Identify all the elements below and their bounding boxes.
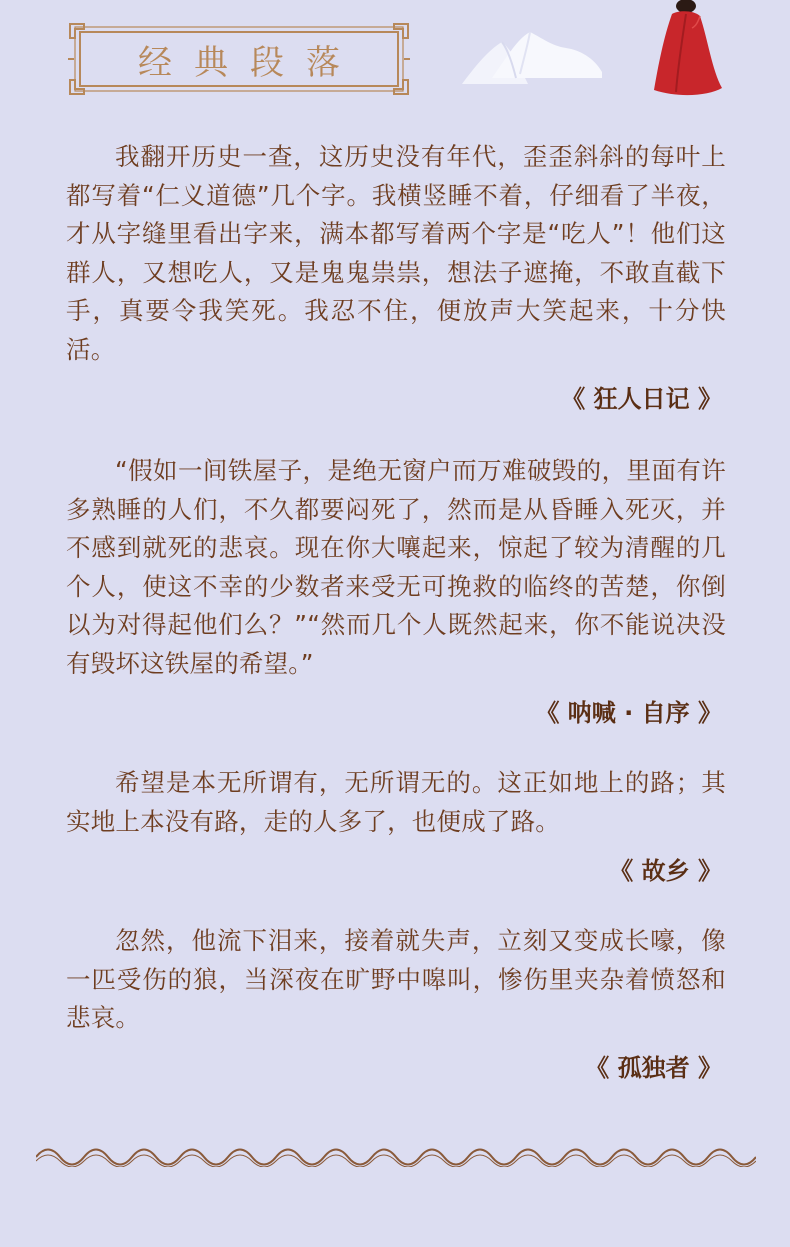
passage-source: 《 呐喊 · 自序 》 [535,699,722,727]
page-title: 经典段落 [138,42,362,83]
passage-source: 《 狂人日记 》 [561,385,722,413]
mountain-illustration [462,28,602,86]
wave-divider-ornament [36,1145,756,1167]
passage-text: 我翻开历史一查，这历史没有年代，歪歪斜斜的每叶上都写着“仁义道德”几个字。我横竖睡不着，仔细看了半夜，才从字缝里看出字来，满本都写着两个字是“吃人”！他们这群人，又想吃人，又是鬼鬼祟祟，想法子遮掩，不敢直截下手，真要令我笑死。我忍不住，便放声大笑起来，十分快活。 [66,142,726,364]
passage-3 [66,764,726,886]
passage-1 [66,138,726,414]
passage-4 [66,922,726,1083]
header [0,0,790,110]
passage-source: 《 孤独者 》 [585,1053,722,1082]
red-robed-figure-illustration [648,0,724,100]
passage-source: 《 故乡 》 [609,857,722,885]
passage-2 [66,452,726,728]
passage-text: 忽然，他流下泪来，接着就失声，立刻又变成长嚎，像一匹受伤的狼，当深夜在旷野中嗥叫，惨伤里夹杂着愤怒和悲哀。 [66,926,726,1032]
passage-text: 希望是本无所谓有，无所谓无的。这正如地上的路；其实地上本没有路，走的人多了，也便成了路。 [66,768,726,836]
passage-text: “假如一间铁屋子，是绝无窗户而万难破毁的，里面有许多熟睡的人们，不久都要闷死了，然而是从昏睡入死灭，并不感到就死的悲哀。现在你大嚷起来，惊起了较为清醒的几个人，使这不幸的少数者来受无可挽救的临终的苦楚，你倒以为对得起他们么？”“然而几个人既然起来，你不能说决没有毁坏这铁屋的希望。” [66,456,726,678]
